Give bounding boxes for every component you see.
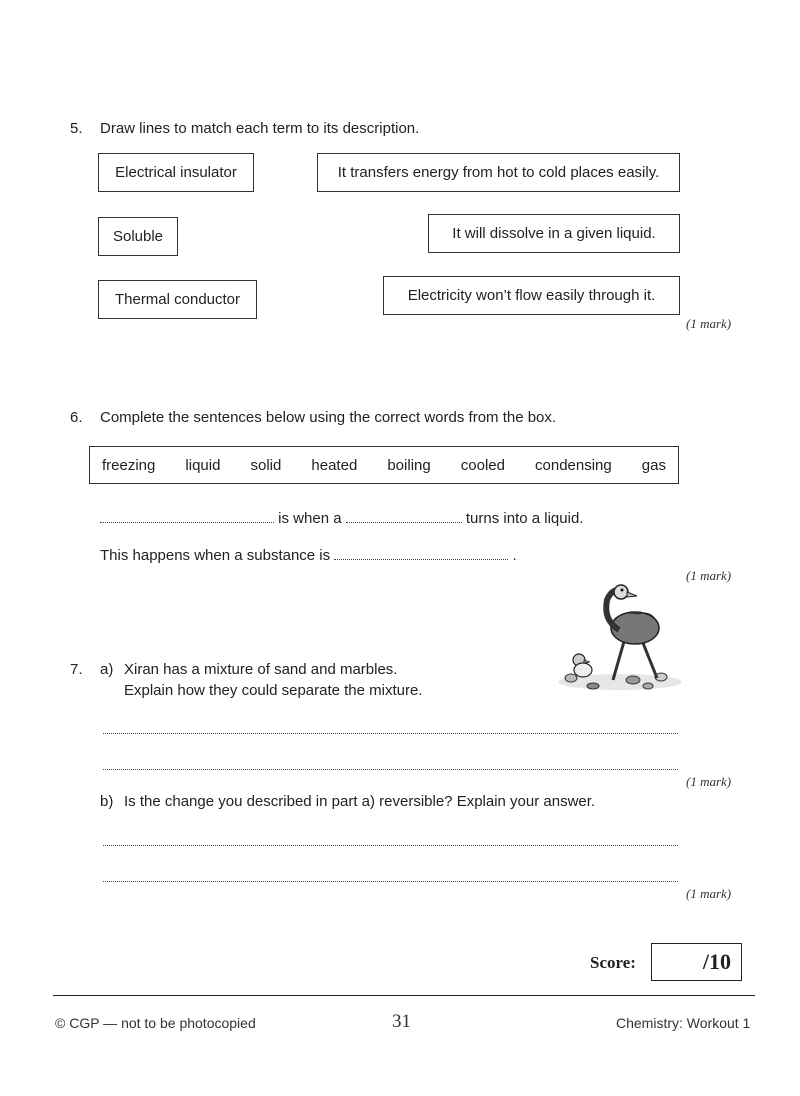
q6-sentence2-start: This happens when a substance is: [100, 547, 331, 564]
q6-number: 6.: [70, 409, 83, 426]
word-boiling: boiling: [387, 456, 431, 474]
description-thermal[interactable]: It transfers energy from hot to cold places easily.: [317, 153, 680, 192]
q5-mark: (1 mark): [686, 316, 732, 331]
q7a-answer-line-1[interactable]: [103, 733, 678, 734]
q7-number: 7.: [70, 661, 83, 678]
word-solid: solid: [250, 456, 282, 474]
q7a-label: a): [100, 661, 114, 678]
q7a-answer-line-2[interactable]: [103, 769, 678, 770]
blank-2[interactable]: [346, 508, 462, 523]
q7a-line-1: Xiran has a mixture of sand and marbles.: [124, 661, 398, 678]
q6-sentence-1: [100, 508, 583, 527]
blank-3[interactable]: [334, 545, 508, 560]
footer-copyright: © CGP — not to be photocopied: [55, 1015, 256, 1031]
q6-sentence-2: [100, 545, 517, 564]
q7a-mark: (1 mark): [686, 774, 732, 789]
q7b-label: b): [100, 793, 114, 810]
word-freezing: freezing: [102, 456, 156, 474]
word-condensing: condensing: [535, 456, 612, 474]
score-value: /10: [702, 949, 731, 974]
word-box: [89, 446, 679, 484]
q7b-answer-line-1[interactable]: [103, 845, 678, 846]
q6-sentence1-end: turns into a liquid.: [465, 510, 584, 527]
word-liquid: liquid: [185, 456, 221, 474]
description-dissolve[interactable]: It will dissolve in a given liquid.: [428, 214, 680, 253]
blank-1[interactable]: [100, 508, 274, 523]
word-heated: heated: [311, 456, 358, 474]
score-label: Score:: [590, 953, 636, 972]
term-soluble[interactable]: Soluble: [98, 217, 178, 256]
description-electricity[interactable]: Electricity won’t flow easily through it.: [383, 276, 680, 315]
q6-prompt: Complete the sentences below using the correct words from the box.: [100, 409, 557, 426]
score-box[interactable]: [651, 943, 742, 981]
footer-divider: [53, 995, 755, 996]
q7b-text: Is the change you described in part a) reversible? Explain your answer.: [124, 793, 596, 810]
q5-number: 5.: [70, 120, 83, 137]
term-thermal-conductor[interactable]: Thermal conductor: [98, 280, 257, 319]
q6-sentence1-mid: is when a: [278, 510, 342, 527]
word-cooled: cooled: [460, 456, 505, 474]
q7b-mark: (1 mark): [686, 886, 732, 901]
word-gas: gas: [641, 456, 666, 474]
q7a-line-2: Explain how they could separate the mixture.: [124, 682, 423, 699]
q6-mark: (1 mark): [686, 568, 732, 583]
term-electrical-insulator[interactable]: Electrical insulator: [98, 153, 254, 192]
ostrich-illustration: [553, 580, 688, 695]
q6-sentence2-end: .: [512, 547, 517, 564]
page-number: 31: [392, 1011, 411, 1032]
q5-prompt: Draw lines to match each term to its description.: [100, 120, 420, 137]
footer-book-title: Chemistry: Workout 1: [616, 1015, 751, 1031]
q7b-answer-line-2[interactable]: [103, 881, 678, 882]
